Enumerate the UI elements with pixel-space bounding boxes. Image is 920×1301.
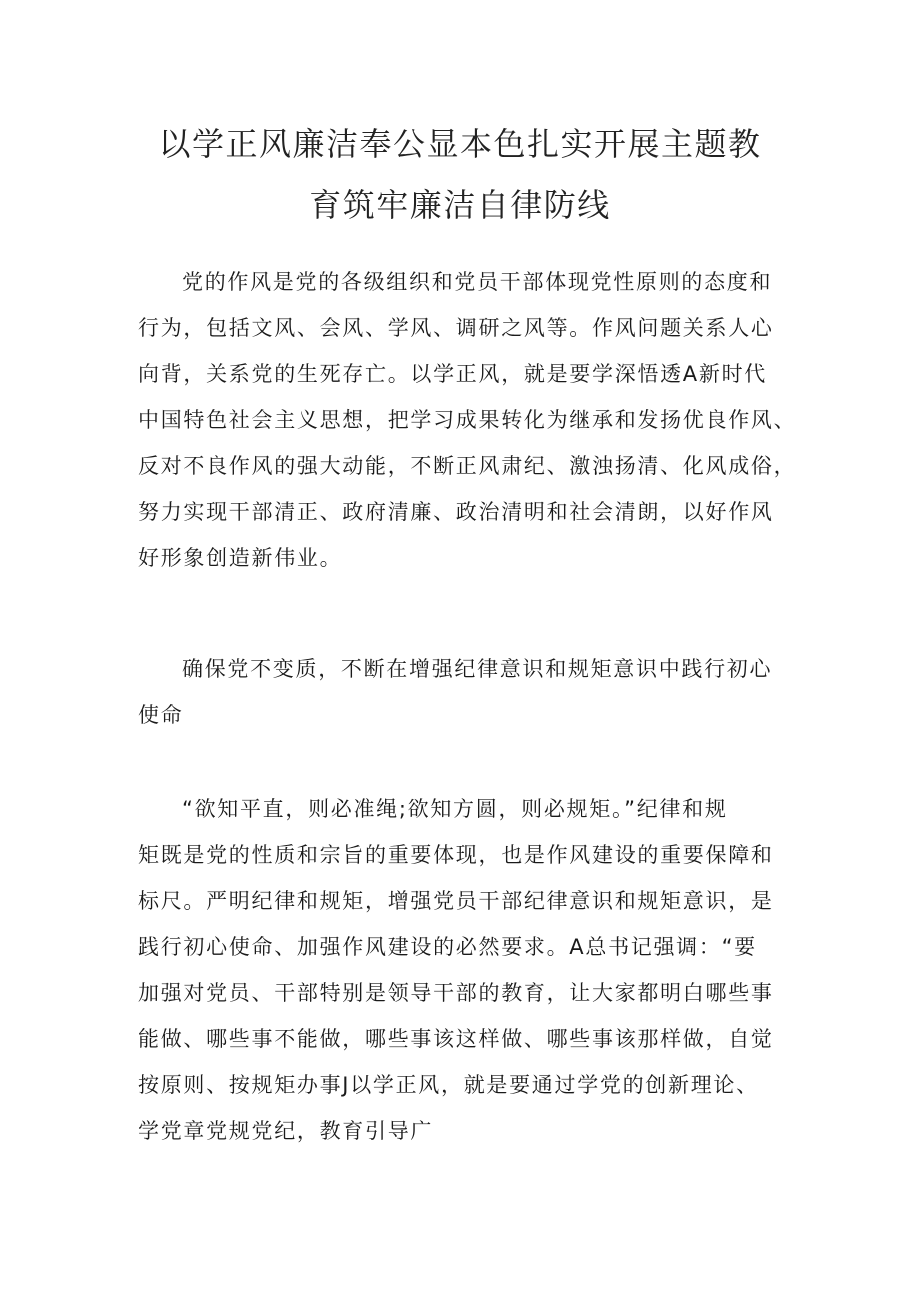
document-title-line-2: 育筑牢廉洁自律防线 [309,186,611,224]
paragraph-line: 好形象创造新伟业。 [138,546,343,570]
section-heading-discipline [138,646,798,738]
paragraph-line: “欲知平直，则必准绳;欲知方圆，则必规矩。”纪律和规 [182,797,728,821]
paragraph-line: 中国特色社会主义思想，把学习成果转化为继承和发扬优良作风、 [138,408,797,432]
paragraph-line: 能做、哪些事不能做，哪些事该这样做、哪些事该那样做，自觉 [138,1027,774,1051]
paragraph-line: 行为，包括文风、会风、学风、调研之风等。作风问题关系人心 [138,316,774,340]
paragraph-line: 党的作风是党的各级组织和党员干部体现党性原则的态度和 [182,270,773,294]
paragraph-line: 加强对党员、干部特别是领导干部的教育，让大家都明白哪些事 [138,981,774,1005]
paragraph-line: 按原则、按规矩办事J以学正风，就是要通过学党的创新理论、 [138,1073,759,1097]
paragraph-rules [138,786,798,1154]
paragraph-line: 践行初心使命、加强作风建设的必然要求。A总书记强调：“要 [138,935,757,959]
paragraph-line: 标尺。严明纪律和规矩，增强党员干部纪律意识和规矩意识，是 [138,889,774,913]
paragraph-line: 使命 [138,703,184,727]
paragraph-line: 矩既是党的性质和宗旨的重要体现，也是作风建设的重要保障和 [138,843,774,867]
paragraph-work-style [138,259,798,581]
paragraph-line: 努力实现干部清正、政府清廉、政治清明和社会清朗，以好作风 [138,500,774,524]
paragraph-line: 学党章党规党纪，教育引导广 [138,1119,434,1143]
paragraph-line: 向背，关系党的生死存亡。以学正风，就是要学深悟透A新时代 [138,362,767,386]
document-title-line-1: 以学正风廉洁奉公显本色扎实开展主题教 [158,125,762,163]
paragraph-line: 反对不良作风的强大动能，不断正风肃纪、激浊扬清、化风成俗， [138,454,797,478]
paragraph-line: 确保党不变质，不断在增强纪律意识和规矩意识中践行初心 [182,657,773,681]
